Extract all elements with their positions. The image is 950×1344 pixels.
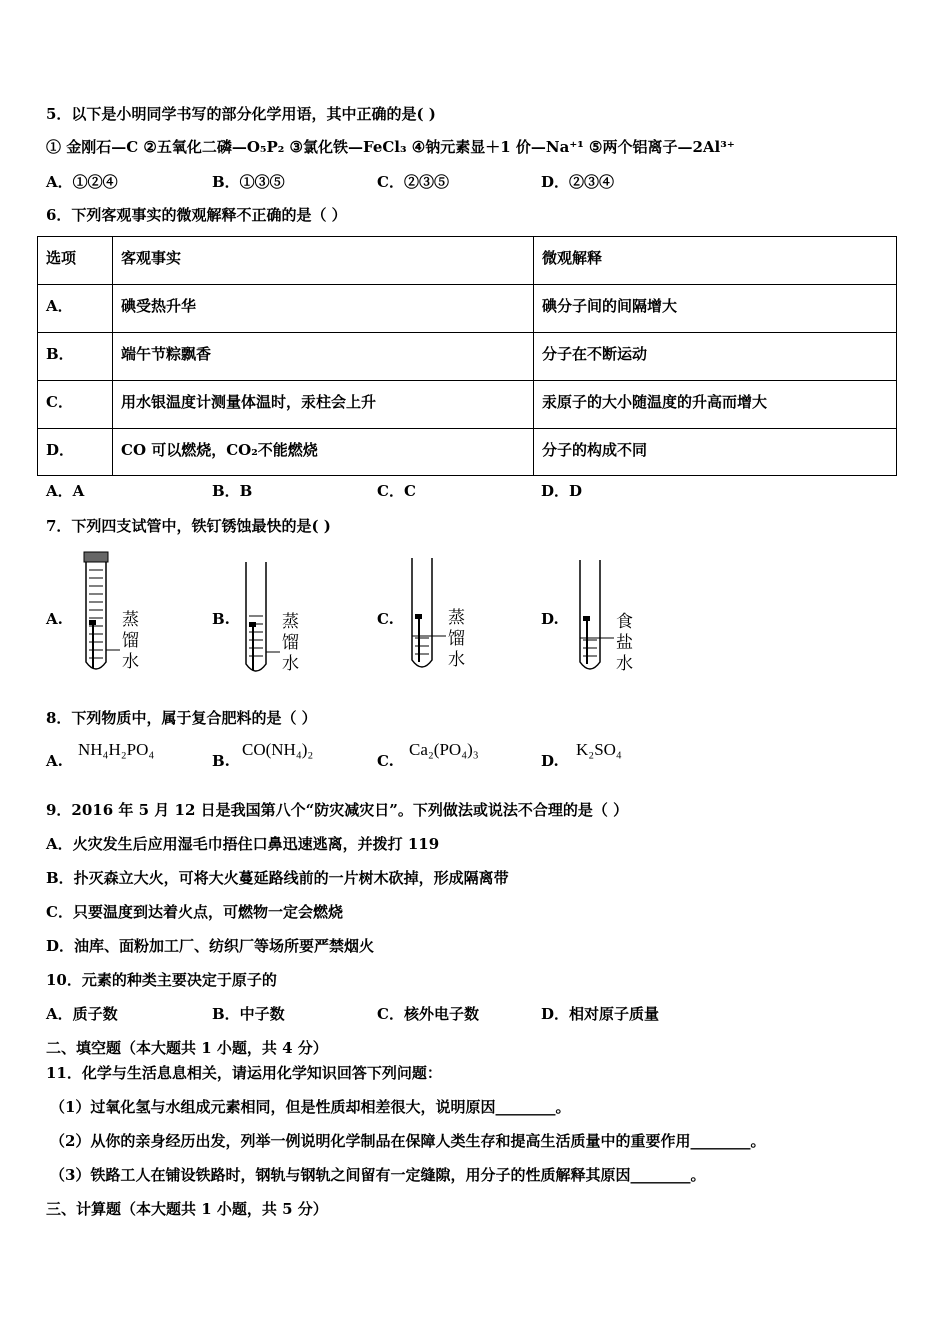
q8-option-b: B. bbox=[212, 752, 230, 770]
q10-option-c: C．核外电子数 bbox=[377, 1005, 479, 1023]
q8-formula-b: CO(NH₄)₂ bbox=[242, 740, 314, 759]
q5-stem: 5．以下是小明同学书写的部分化学用语，其中正确的是( ) bbox=[46, 105, 436, 123]
tube-b-label-char: 水 bbox=[282, 654, 299, 674]
q5-option-a: A．①②④ bbox=[46, 173, 118, 191]
q11-stem: 11．化学与生活息息相关，请运用化学知识回答下列问题： bbox=[46, 1064, 442, 1082]
tube-d-label-char: 盐 bbox=[616, 633, 633, 653]
table-cell: C． bbox=[38, 381, 113, 429]
table-cell: 汞原子的大小随温度的升高而增大 bbox=[534, 381, 897, 429]
tube-d-label-char: 食 bbox=[616, 612, 633, 632]
table-cell: A． bbox=[38, 285, 113, 333]
tube-b-label-char: 蒸 bbox=[282, 612, 299, 632]
table-cell: CO 可以燃烧，CO₂不能燃烧 bbox=[113, 429, 534, 476]
q8-option-d: D. bbox=[541, 752, 559, 770]
q6-table bbox=[37, 236, 897, 476]
q8-option-c: C. bbox=[377, 752, 394, 770]
table-cell: D． bbox=[38, 429, 113, 476]
tube-d-label-char: 水 bbox=[616, 654, 633, 674]
table-header-cell: 客观事实 bbox=[113, 237, 534, 285]
table-cell: 端午节粽飘香 bbox=[113, 333, 534, 381]
section-2-heading: 二、填空题（本大题共 1 小题，共 4 分） bbox=[46, 1039, 328, 1057]
q9-option-d: D．油库、面粉加工厂、纺织厂等场所要严禁烟火 bbox=[46, 937, 375, 955]
table-row bbox=[38, 429, 897, 476]
tube-c-label-char: 馏 bbox=[448, 629, 465, 649]
q8-option-a: A. bbox=[46, 752, 63, 770]
q6-stem: 6．下列客观事实的微观解释不正确的是（ ） bbox=[46, 206, 347, 224]
tube-a-label-char: 水 bbox=[122, 652, 139, 672]
table-cell: 碘分子间的间隔增大 bbox=[534, 285, 897, 333]
table-header-row bbox=[38, 237, 897, 285]
table-cell: B． bbox=[38, 333, 113, 381]
q7-stem: 7．下列四支试管中，铁钉锈蚀最快的是( ) bbox=[46, 517, 331, 535]
q9-option-c: C．只要温度到达着火点，可燃物一定会燃烧 bbox=[46, 903, 343, 921]
tube-c-label-char: 水 bbox=[448, 650, 465, 670]
q11-part-1: （1）过氧化氢与水组成元素相同，但是性质却相差很大，说明原因________。 bbox=[50, 1098, 571, 1116]
table-header-cell: 微观解释 bbox=[534, 237, 897, 285]
q7-option-c: C. bbox=[377, 610, 394, 628]
tube-a-label-char: 蒸 bbox=[122, 610, 139, 630]
table-row bbox=[38, 333, 897, 381]
q5-option-b: B．①③⑤ bbox=[212, 173, 285, 191]
tube-c-label-char: 蒸 bbox=[448, 608, 465, 628]
q8-formula-d: K₂SO₄ bbox=[576, 740, 622, 759]
tube-c-label bbox=[448, 608, 468, 671]
q10-option-b: B．中子数 bbox=[212, 1005, 285, 1023]
q6-option-b: B．B bbox=[212, 482, 253, 500]
q8-stem: 8．下列物质中，属于复合肥料的是（ ） bbox=[46, 709, 317, 727]
q9-stem: 9．2016 年 5 月 12 日是我国第八个“防灾减灾日”。下列做法或说法不合理的是（ ） bbox=[46, 801, 629, 819]
q10-option-d: D．相对原子质量 bbox=[541, 1005, 660, 1023]
q10-stem: 10．元素的种类主要决定于原子的 bbox=[46, 971, 277, 989]
q6-option-d: D．D bbox=[541, 482, 583, 500]
section-3-heading: 三、计算题（本大题共 1 小题，共 5 分） bbox=[46, 1200, 328, 1218]
table-cell: 分子在不断运动 bbox=[534, 333, 897, 381]
q11-part-2: （2）从你的亲身经历出发，列举一例说明化学制品在保障人类生存和提高生活质量中的重要作用________。 bbox=[50, 1132, 766, 1150]
q6-option-c: C．C bbox=[377, 482, 416, 500]
q7-option-d: D. bbox=[541, 610, 559, 628]
tube-b-label bbox=[282, 612, 302, 675]
table-cell: 碘受热升华 bbox=[113, 285, 534, 333]
table-cell: 用水银温度计测量体温时，汞柱会上升 bbox=[113, 381, 534, 429]
q9-option-b: B．扑灭森立大火，可将大火蔓延路线前的一片树木砍掉，形成隔离带 bbox=[46, 869, 509, 887]
tube-b-label-char: 馏 bbox=[282, 633, 299, 653]
q8-formula-c: Ca₂(PO₄)₃ bbox=[409, 740, 479, 759]
q8-formula-a: NH₄H₂PO₄ bbox=[78, 740, 155, 759]
q5-items: ① 金刚石—C ②五氧化二磷—O₅P₂ ③氯化铁—FeCl₃ ④钠元素显＋1 价—Na⁺¹ ⑤两个铝离子—2Al³⁺ bbox=[46, 138, 735, 156]
table-row bbox=[38, 381, 897, 429]
q10-option-a: A．质子数 bbox=[46, 1005, 118, 1023]
tube-a-label bbox=[122, 610, 142, 673]
tube-a-label-char: 馏 bbox=[122, 631, 139, 651]
q7-option-a: A. bbox=[46, 610, 63, 628]
q7-option-b: B. bbox=[212, 610, 230, 628]
q5-option-c: C．②③⑤ bbox=[377, 173, 449, 191]
q5-option-d: D．②③④ bbox=[541, 173, 615, 191]
table-row bbox=[38, 285, 897, 333]
q9-option-a: A．火灾发生后应用湿毛巾捂住口鼻迅速逃离，并拨打 119 bbox=[46, 835, 440, 853]
table-header-cell: 选项 bbox=[38, 237, 113, 285]
tube-d-label bbox=[616, 612, 636, 675]
q6-option-a: A．A bbox=[46, 482, 85, 500]
table-cell: 分子的构成不同 bbox=[534, 429, 897, 476]
q11-part-3: （3）铁路工人在铺设铁路时，钢轨与钢轨之间留有一定缝隙，用分子的性质解释其原因________。 bbox=[50, 1166, 706, 1184]
